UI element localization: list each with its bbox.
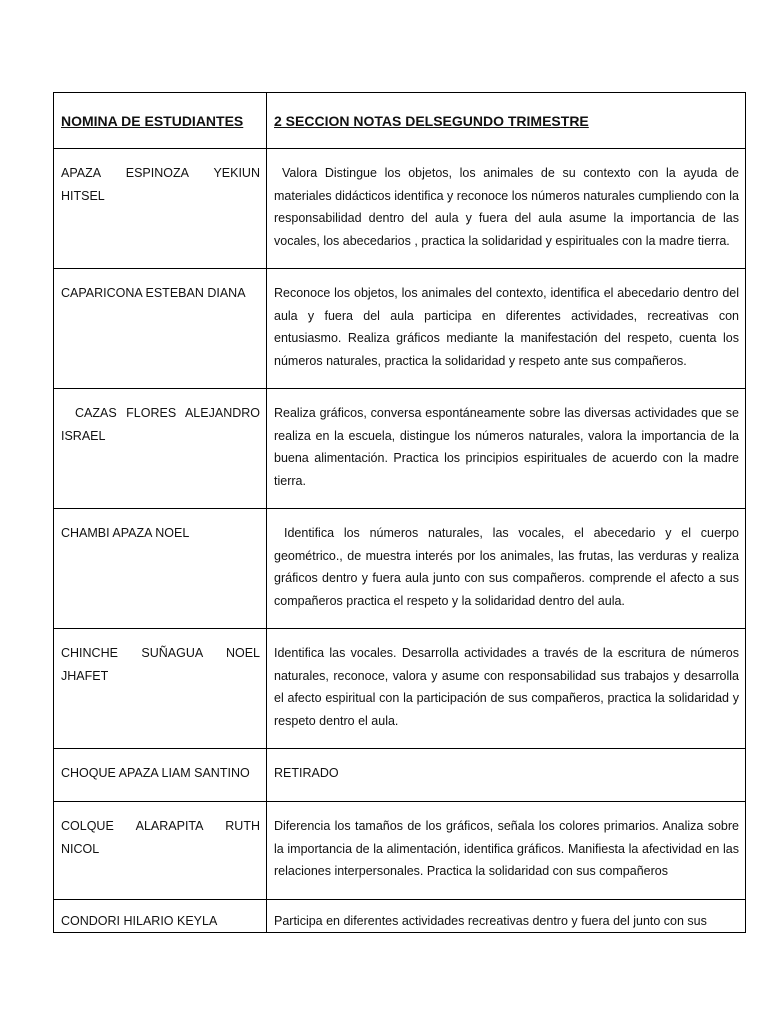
table-row [54,802,746,900]
student-notes-cell [267,802,746,900]
student-notes-cell [267,269,746,389]
table-row [54,509,746,629]
student-grades-table [53,92,746,933]
student-notes-cell [267,900,746,933]
student-notes: RETIRADO [274,766,339,780]
student-name-cell [54,509,267,629]
table-row [54,900,746,933]
header-student-roster [54,93,267,149]
student-name-cell [54,389,267,509]
table-row [54,149,746,269]
student-notes: Reconoce los objetos, los animales del contexto, identifica el abecedario dentro del aula y fuera del aula participa en diferentes actividades, recreativas con entusiasmo. Realiza gráficos mediante la manifestación del respeto, cuenta los números naturales, practica la solidaridad y respeto ante sus compañeros. [274,286,739,368]
student-name: CONDORI HILARIO KEYLA [61,914,218,928]
student-notes: Identifica las vocales. Desarrolla actividades a través de la escritura de números naturales, reconoce, valora y asume con responsabilidad sus trabajos y desarrolla el afecto espiritual con la participación de sus compañeros, practica la solidaridad y respeto dentro el aula. [274,646,739,728]
table-header-row [54,93,746,149]
student-name-cell [54,269,267,389]
student-name-cell [54,802,267,900]
table-row [54,269,746,389]
student-notes-cell [267,749,746,802]
student-notes: Identifica los números naturales, las vocales, el abecedario y el cuerpo geométrico., de muestra interés por los animales, las frutas, las verduras y realiza gráficos dentro y fuera aula junto con sus compañeros. comprende el afecto a sus compañeros practica el respeto y la solidaridad dentro del aula. [274,526,739,608]
student-name: CHOQUE APAZA LIAM SANTINO [61,766,250,780]
table-row [54,629,746,749]
student-name-cell [54,149,267,269]
header-second-trimester-notes [267,93,746,149]
student-name: CAZAS FLORES ALEJANDRO ISRAEL [61,406,260,443]
student-notes: Participa en diferentes actividades recreativas dentro y fuera del junto con sus [274,914,707,928]
student-notes-cell [267,509,746,629]
header-student-roster-label: NOMINA DE ESTUDIANTES [61,112,244,129]
table-row [54,389,746,509]
student-name-cell [54,900,267,933]
student-notes: Diferencia los tamaños de los gráficos, señala los colores primarios. Analiza sobre la importancia de la alimentación, identifica gráficos. Manifiesta la afectividad en las relaciones interpersonales. Practica la solidaridad con sus compañeros [274,819,739,878]
student-notes: Valora Distingue los objetos, los animales de su contexto con la ayuda de materiales didácticos identifica y reconoce los números naturales cumpliendo con la responsabilidad dentro del aula y fuera del aula asume la importancia de las vocales, los abecedarios , practica la solidaridad y espirituales con la madre tierra. [274,166,739,248]
student-name-cell [54,629,267,749]
student-name: CHAMBI APAZA NOEL [61,526,190,540]
student-notes-cell [267,629,746,749]
student-notes: Realiza gráficos, conversa espontáneamente sobre las diversas actividades que se realiza en la escuela, distingue los números naturales, valora la importancia de la buena alimentación. Practica los principios espirituales de acuerdo con la madre tierra. [274,406,739,488]
student-name: APAZA ESPINOZA YEKIUN HITSEL [61,166,260,203]
table-row [54,749,746,802]
student-name: COLQUE ALARAPITA RUTH NICOL [61,819,260,856]
student-name-cell [54,749,267,802]
student-name: CAPARICONA ESTEBAN DIANA [61,286,246,300]
student-name: CHINCHE SUÑAGUA NOEL JHAFET [61,646,260,683]
student-notes-cell [267,389,746,509]
header-second-trimester-notes-label: 2 SECCION NOTAS DELSEGUNDO TRIMESTRE [274,112,589,129]
student-notes-cell [267,149,746,269]
